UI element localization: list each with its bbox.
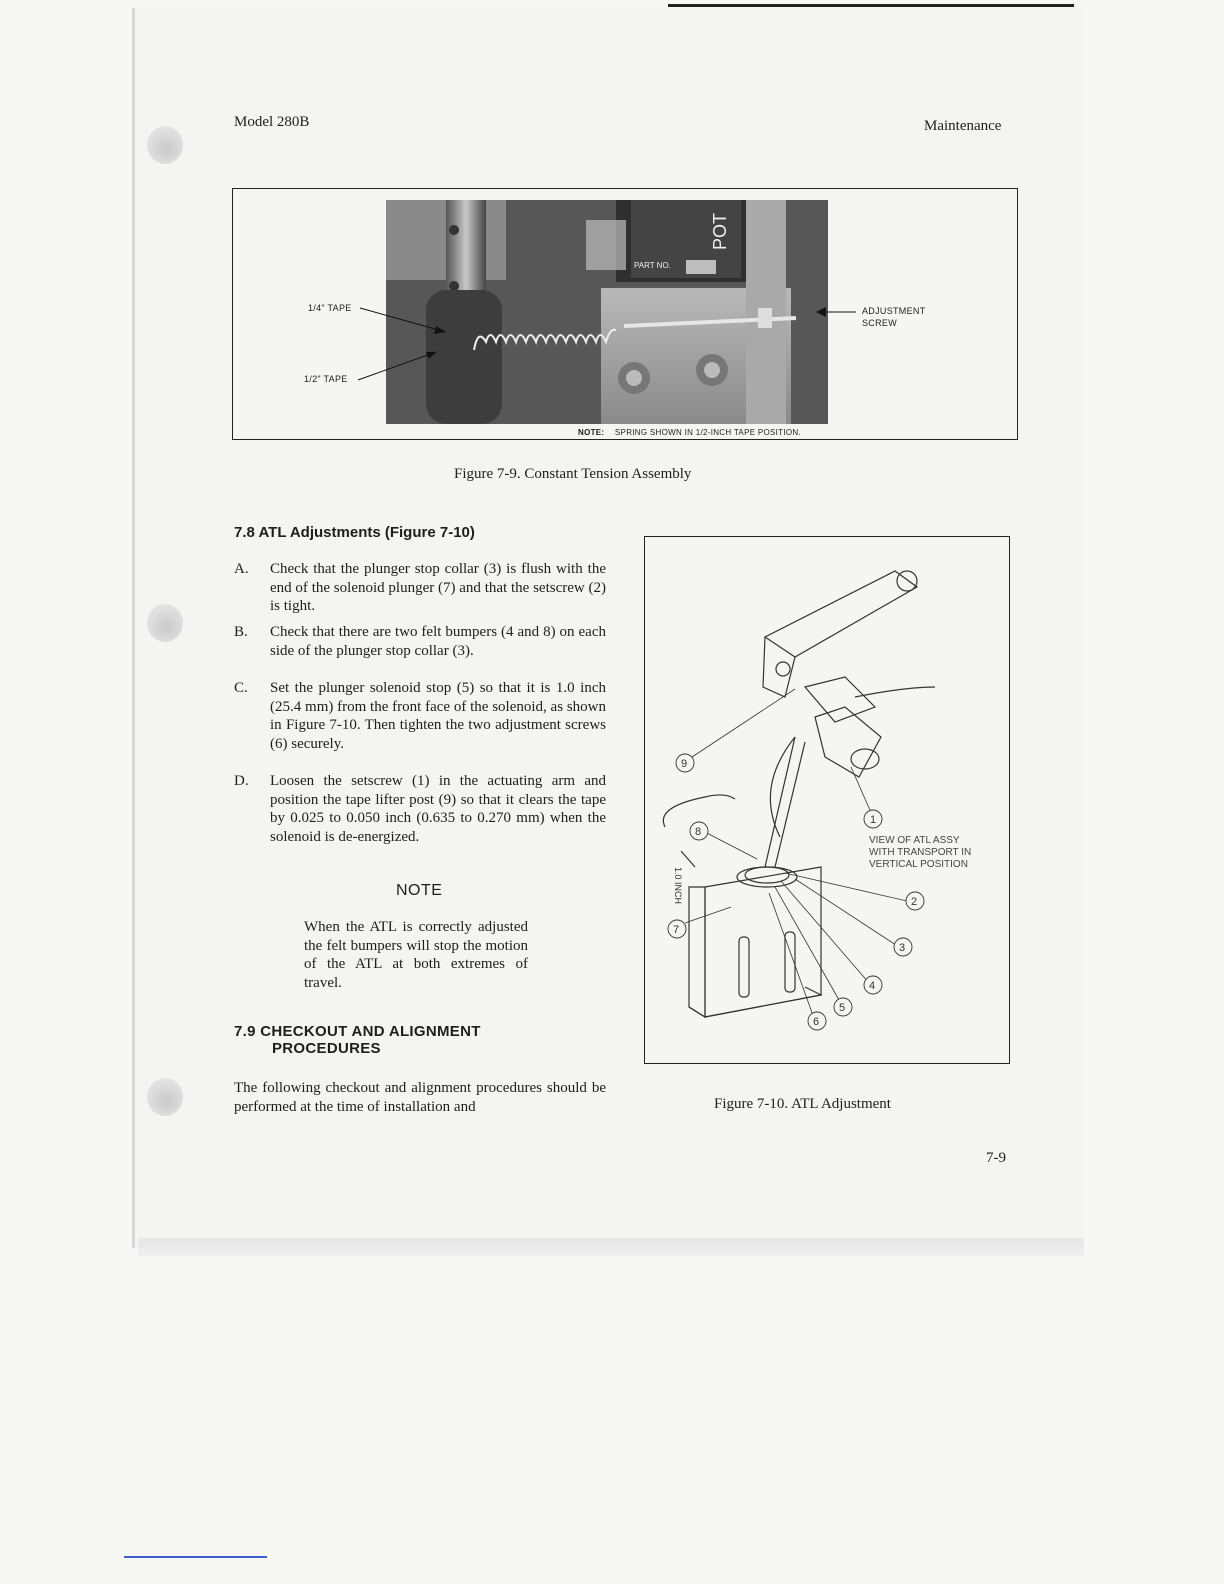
label-adjustment-screw: ADJUSTMENT SCREW xyxy=(862,306,926,328)
item-text: Check that there are two felt bumpers (4 and 8) on each side of the plunger stop collar (3). xyxy=(270,624,606,659)
callout-6: 6 xyxy=(813,1016,820,1028)
section-7-9-heading-line1: 7.9 CHECKOUT AND ALIGNMENT xyxy=(234,1023,481,1040)
note-prefix: NOTE: xyxy=(578,428,605,437)
callout-3: 3 xyxy=(899,942,906,954)
callout-9: 9 xyxy=(681,758,688,770)
note-title: NOTE xyxy=(396,882,443,899)
header-section: Maintenance xyxy=(924,118,1002,134)
figure-7-10-frame xyxy=(644,536,1010,1064)
callout-7: 7 xyxy=(673,924,680,936)
view-label-line2: WITH TRANSPORT IN xyxy=(869,847,972,858)
dimension-label: 1.0 INCH xyxy=(673,867,683,905)
view-label-line1: VIEW OF ATL ASSY xyxy=(869,835,960,846)
label-half-tape: 1/2" TAPE xyxy=(304,374,348,384)
list-item-b xyxy=(234,623,606,660)
callout-1: 1 xyxy=(870,814,877,826)
header-model: Model 280B xyxy=(234,114,310,130)
page-number: 7-9 xyxy=(986,1150,1006,1166)
list-item-d xyxy=(234,772,606,846)
atl-assembly-drawing xyxy=(645,537,1009,1063)
callout-4: 4 xyxy=(869,980,876,992)
item-text: Check that the plunger stop collar (3) is flush with the end of the solenoid plunger (7) and that the setscrew (2) is tight. xyxy=(270,561,606,614)
section-7-9-heading-line2: PROCEDURES xyxy=(272,1040,381,1057)
callout-2: 2 xyxy=(911,896,918,908)
list-item-c xyxy=(234,679,606,753)
label-quarter-tape: 1/4" TAPE xyxy=(308,303,352,313)
callout-8: 8 xyxy=(695,826,702,838)
figure-7-9-note-line xyxy=(578,428,801,437)
item-text: Loosen the setscrew (1) in the actuating arm and position the tape lifter post (9) so that it clears the tape by 0.025 to 0.050 inch (0.635 to 0.270 mm) when the solenoid is de-energized. xyxy=(270,773,606,845)
item-letter: C. xyxy=(234,680,248,696)
list-item-a xyxy=(234,560,606,616)
section-7-9-heading xyxy=(234,1023,481,1057)
svg-text:PART NO.: PART NO. xyxy=(634,261,671,270)
callout-5: 5 xyxy=(839,1002,846,1014)
view-label-line3: VERTICAL POSITION xyxy=(869,859,968,870)
figure-7-9-caption: Figure 7-9. Constant Tension Assembly xyxy=(454,466,692,482)
item-letter: D. xyxy=(234,773,249,789)
figure-7-10-caption: Figure 7-10. ATL Adjustment xyxy=(714,1096,891,1112)
note-text: SPRING SHOWN IN 1/2-INCH TAPE POSITION. xyxy=(614,428,802,437)
section-7-9-text: The following checkout and alignment procedures should be performed at the time of installation and xyxy=(234,1080,606,1115)
section-7-8-heading: 7.8 ATL Adjustments (Figure 7-10) xyxy=(234,524,475,541)
bottom-blue-line xyxy=(124,1556,267,1558)
item-letter: A. xyxy=(234,561,249,577)
item-text: Set the plunger solenoid stop (5) so that it is 1.0 inch (25.4 mm) from the front face of the solenoid, as shown in Figure 7-10. Then tighten the two adjustment screws (6) securely. xyxy=(270,680,606,752)
svg-text:POT: POT xyxy=(710,212,730,250)
item-letter: B. xyxy=(234,624,248,640)
note-body: When the ATL is correctly adjusted the felt bumpers will stop the motion of the ATL at both extremes of travel. xyxy=(304,919,528,991)
